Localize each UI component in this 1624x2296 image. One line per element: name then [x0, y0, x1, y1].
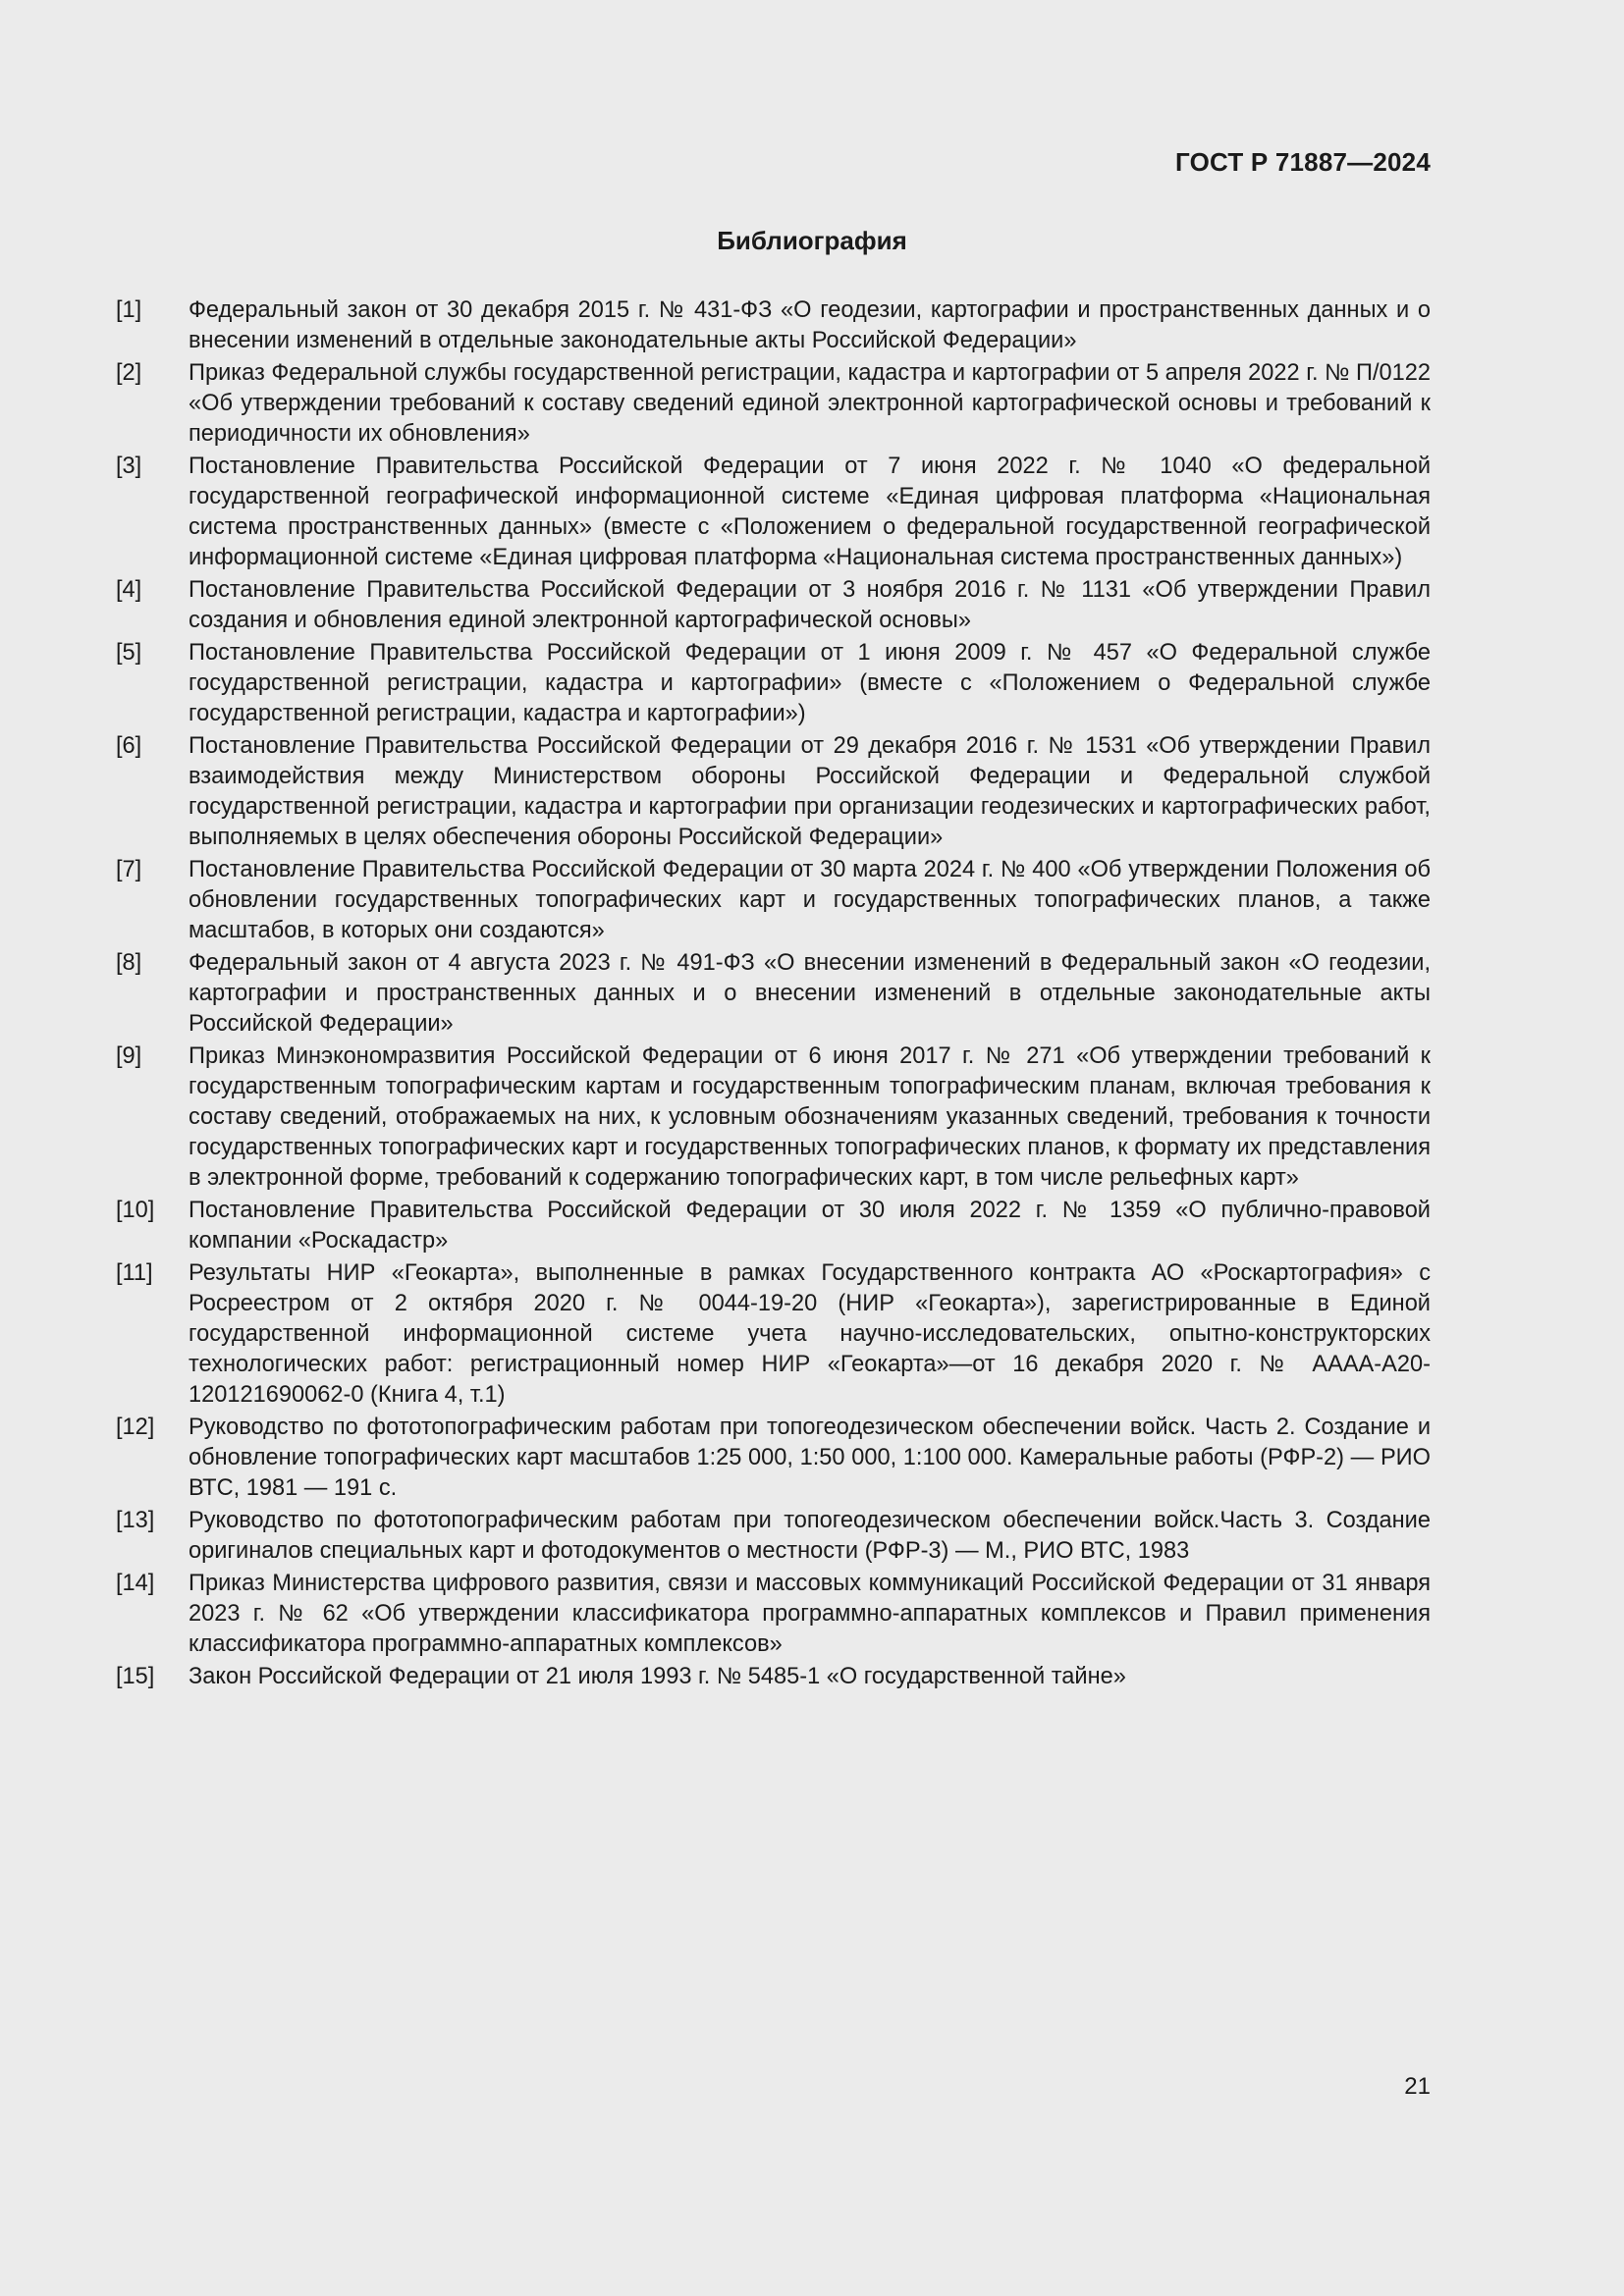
entry-text: Федеральный закон от 30 декабря 2015 г. № 431-ФЗ «О геодезии, картографии и пространственных данных и о внесении изменений в отдельные законодательные акты Российской Федерации»	[189, 297, 1431, 353]
entry-number: [15]	[116, 1664, 155, 1689]
bibliography-entry-11	[116, 1258, 1431, 1411]
page-title: Библиография	[717, 226, 907, 255]
bibliography-entry-12	[116, 1413, 1431, 1504]
bibliography-entry-3	[116, 452, 1431, 573]
bibliography-entry-14	[116, 1569, 1431, 1660]
bibliography-entry-2	[116, 358, 1431, 450]
entry-text: Руководство по фототопографическим работам при топогеодезическом обеспечении войск. Часть 2. Создание и обновление топографических карт масштабов 1:25 000, 1:50 000, 1:100 000. Камеральные работы (РФР-2) — РИО ВТС, 1981 — 191 с.	[189, 1415, 1431, 1501]
entry-text: Постановление Правительства Российской Федерации от 1 июня 2009 г. № 457 «О Федеральной службе государственной регистрации, кадастра и картографии» (вместе с «Положением о Федеральной службе государственной регистрации, кадастра и картографии»)	[189, 640, 1431, 726]
entry-text: Приказ Федеральной службы государственной регистрации, кадастра и картографии от 5 апреля 2022 г. № П/0122 «Об утверждении требований к составу сведений единой электронной картографической основы и требований к периодичности их обновления»	[189, 360, 1431, 447]
bibliography-entry-13	[116, 1506, 1431, 1567]
entry-text: Постановление Правительства Российской Федерации от 30 марта 2024 г. № 400 «Об утверждении Положения об обновлении государственных топографических карт и государственных топографических планов, а также масштабов, в которых они создаются»	[189, 857, 1431, 943]
entry-number: [14]	[116, 1571, 155, 1596]
entry-text: Закон Российской Федерации от 21 июля 1993 г. № 5485-1 «О государственной тайне»	[189, 1664, 1126, 1689]
entry-number: [4]	[116, 577, 142, 603]
entry-number: [3]	[116, 454, 142, 479]
entry-text: Постановление Правительства Российской Федерации от 29 декабря 2016 г. № 1531 «Об утверждении Правил взаимодействия между Министерством обороны Российской Федерации и Федеральной службой государственной регистрации, кадастра и картографии при организации геодезических и картографических работ, выполняемых в целях обеспечения обороны Российской Федерации»	[189, 733, 1431, 850]
entry-text: Постановление Правительства Российской Федерации от 7 июня 2022 г. № 1040 «О федеральной государственной географической информационной системе «Единая цифровая платформа «Национальная система пространственных данных» (вместе с «Положением о федеральной государственной географической информационной системе «Единая цифровая платформа «Национальная система пространственных данных»)	[189, 454, 1431, 570]
entry-text: Результаты НИР «Геокарта», выполненные в рамках Государственного контракта АО «Роскартография» с Росреестром от 2 октября 2020 г. № 0044-19-20 (НИР «Геокарта»), зарегистрированные в Единой государственной информационной системе учета научно-исследовательских, опытно-конструкторских технологических работ: регистрационный номер НИР «Геокарта»—от 16 декабря 2020 г. № АААА-А20-120121690062-0 (Книга 4, т.1)	[189, 1260, 1431, 1408]
entry-number: [7]	[116, 857, 142, 882]
entry-text: Федеральный закон от 4 августа 2023 г. № 491-ФЗ «О внесении изменений в Федеральный закон «О геодезии, картографии и пространственных данных и о внесении изменений в отдельные законодательные акты Российской Федерации»	[189, 950, 1431, 1037]
bibliography-entry-7	[116, 855, 1431, 946]
entry-text: Приказ Министерства цифрового развития, связи и массовых коммуникаций Российской Федерации от 31 января 2023 г. № 62 «Об утверждении классификатора программно-аппаратных комплексов и Правил применения классификатора программно-аппаратных комплексов»	[189, 1571, 1431, 1657]
bibliography-entry-15	[116, 1662, 1431, 1692]
entry-number: [6]	[116, 733, 142, 759]
entry-number: [2]	[116, 360, 142, 386]
bibliography-entry-9	[116, 1041, 1431, 1194]
entry-number: [1]	[116, 297, 142, 323]
entry-text: Приказ Минэкономразвития Российской Федерации от 6 июня 2017 г. № 271 «Об утверждении требований к государственным топографическим картам и государственным топографическим планам, включая требования к составу сведений, отображаемых на них, к условным обозначениям указанных сведений, требования к точности государственных топографических карт и государственных топографических планов, к формату их представления в электронной форме, требований к содержанию топографических карт, в том числе рельефных карт»	[189, 1043, 1431, 1191]
bibliography-entry-10	[116, 1196, 1431, 1256]
bibliography-entry-6	[116, 731, 1431, 853]
entry-number: [10]	[116, 1198, 155, 1223]
bibliography-entry-1	[116, 295, 1431, 356]
bibliography-entry-4	[116, 575, 1431, 636]
document-code: ГОСТ Р 71887—2024	[1175, 147, 1431, 177]
entry-text: Постановление Правительства Российской Федерации от 3 ноября 2016 г. № 1131 «Об утверждении Правил создания и обновления единой электронной картографической основы»	[189, 577, 1431, 633]
entry-number: [13]	[116, 1508, 155, 1533]
bibliography-entry-5	[116, 638, 1431, 729]
entry-text: Руководство по фототопографическим работам при топогеодезическом обеспечении войск.Часть 3. Создание оригиналов специальных карт и фотодокументов о местности (РФР-3) — М., РИО ВТС, 1983	[189, 1508, 1431, 1564]
entry-text: Постановление Правительства Российской Федерации от 30 июля 2022 г. № 1359 «О публично-правовой компании «Роскадастр»	[189, 1198, 1431, 1254]
entry-number: [8]	[116, 950, 142, 976]
page-number: 21	[1404, 2073, 1431, 2100]
bibliography-list	[116, 295, 1431, 1694]
entry-number: [11]	[116, 1260, 153, 1286]
bibliography-entry-8	[116, 948, 1431, 1040]
entry-number: [12]	[116, 1415, 155, 1440]
entry-number: [5]	[116, 640, 142, 666]
entry-number: [9]	[116, 1043, 142, 1069]
